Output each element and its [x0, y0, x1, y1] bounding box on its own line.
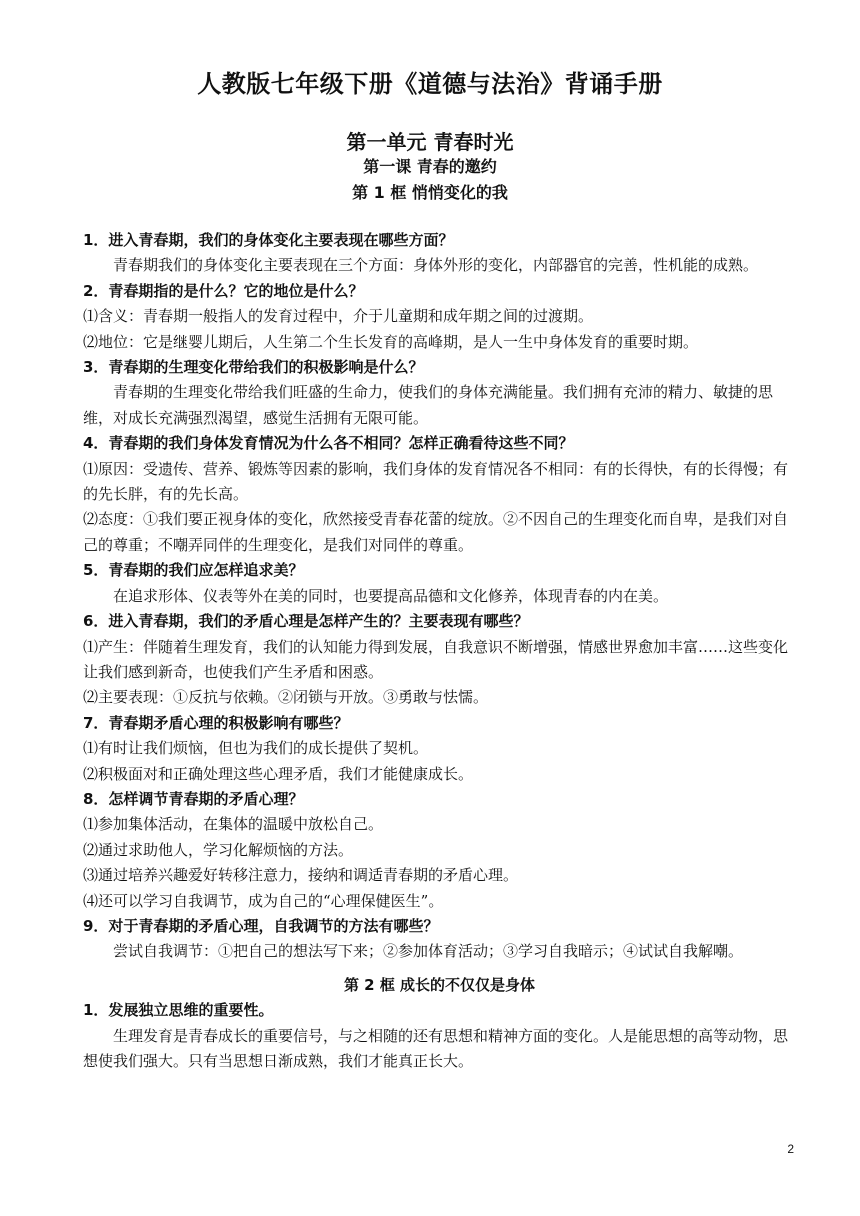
frame-heading: 第 1 框 悄悄变化的我 — [352, 183, 508, 202]
answer-point: ⑴有时让我们烦恼，但也为我们的成长提供了契机。 — [83, 739, 429, 758]
lesson-heading: 第一课 青春的邀约 — [363, 157, 497, 176]
unit-heading: 第一单元 青春时光 — [346, 130, 514, 154]
answer-point: ⑷还可以学习自我调节，成为自己的“心理保健医生”。 — [83, 891, 444, 910]
question-6: 6．进入青春期，我们的矛盾心理是怎样产生的？主要表现有哪些？ — [83, 612, 529, 631]
answer-point: ⑶通过培养兴趣爱好转移注意力，接纳和调适青春期的矛盾心理。 — [83, 866, 519, 885]
answer-point: ⑴产生：伴随着生理发育，我们的认知能力得到发展，自我意识不断增强，情感世界愈加丰富……这些变化让我们感到新奇，也使我们产生矛盾和困惑。 — [83, 637, 789, 681]
answer-point: ⑵态度：①我们要正视身体的变化，欣然接受青春花蕾的绽放。②不因自己的生理变化而自卑，是我们对自己的尊重；不嘲弄同伴的生理变化，是我们对同伴的尊重。 — [83, 510, 789, 554]
content-body — [83, 228, 796, 1074]
question-8: 8．怎样调节青春期的矛盾心理？ — [83, 789, 304, 808]
answer-paragraph: 青春期我们的身体变化主要表现在三个方面：身体外形的变化，内部器官的完善，性机能的成熟。 — [113, 256, 759, 275]
answer-point: ⑴参加集体活动，在集体的温暖中放松自己。 — [83, 815, 384, 834]
answer-paragraph: 在追求形体、仪表等外在美的同时，也要提高品德和文化修养，体现青春的内在美。 — [113, 586, 669, 605]
question-4: 4．青春期的我们身体发育情况为什么各不相同？怎样正确看待这些不同？ — [83, 434, 574, 453]
answer-point: ⑵地位：它是继婴儿期后，人生第二个生长发育的高峰期，是人一生中身体发育的重要时期。 — [83, 332, 699, 351]
answer-paragraph: 尝试自我调节：①把自己的想法写下来；②参加体育活动；③学习自我暗示；④试试自我解嘲。 — [113, 942, 744, 961]
answer-point: ⑴原因：受遗传、营养、锻炼等因素的影响，我们身体的发育情况各不相同：有的长得快，有的长得慢；有的先长胖，有的先长高。 — [83, 459, 789, 504]
frame2-question-1: 1．发展独立思维的重要性。 — [83, 1001, 274, 1020]
question-2: 2．青春期指的是什么？它的地位是什么？ — [83, 281, 364, 300]
answer-point: ⑵主要表现：①反抗与依赖。②闭锁与开放。③勇敢与怯懦。 — [83, 688, 489, 707]
question-7: 7．青春期矛盾心理的积极影响有哪些？ — [83, 713, 349, 732]
question-1: 1．进入青春期，我们的身体变化主要表现在哪些方面？ — [83, 231, 454, 249]
page-number: 2 — [787, 1142, 794, 1156]
answer-paragraph: 青春期的生理变化带给我们旺盛的生命力，使我们的身体充满能量。我们拥有充沛的精力、敏捷的思维，对成长充满强烈渴望，感觉生活拥有无限可能。 — [83, 383, 774, 427]
frame-2-heading: 第 2 框 成长的不仅仅是身体 — [343, 975, 536, 994]
answer-point: ⑵积极面对和正确处理这些心理矛盾，我们才能健康成长。 — [83, 764, 474, 783]
answer-paragraph: 生理发育是青春成长的重要信号，与之相随的还有思想和精神方面的变化。人是能思想的高等动物，思想使我们强大。只有当思想日渐成熟，我们才能真正长大。 — [83, 1026, 789, 1070]
document-title: 人教版七年级下册《道德与法治》背诵手册 — [197, 70, 663, 98]
answer-point: ⑵通过求助他人，学习化解烦恼的方法。 — [83, 840, 354, 859]
question-9: 9．对于青春期的矛盾心理，自我调节的方法有哪些？ — [83, 916, 439, 935]
answer-point: ⑴含义：青春期一般指人的发育过程中，介于儿童期和成年期之间的过渡期。 — [83, 307, 594, 326]
question-3: 3．青春期的生理变化带给我们的积极影响是什么？ — [83, 358, 424, 377]
question-5: 5．青春期的我们应怎样追求美？ — [83, 561, 304, 580]
